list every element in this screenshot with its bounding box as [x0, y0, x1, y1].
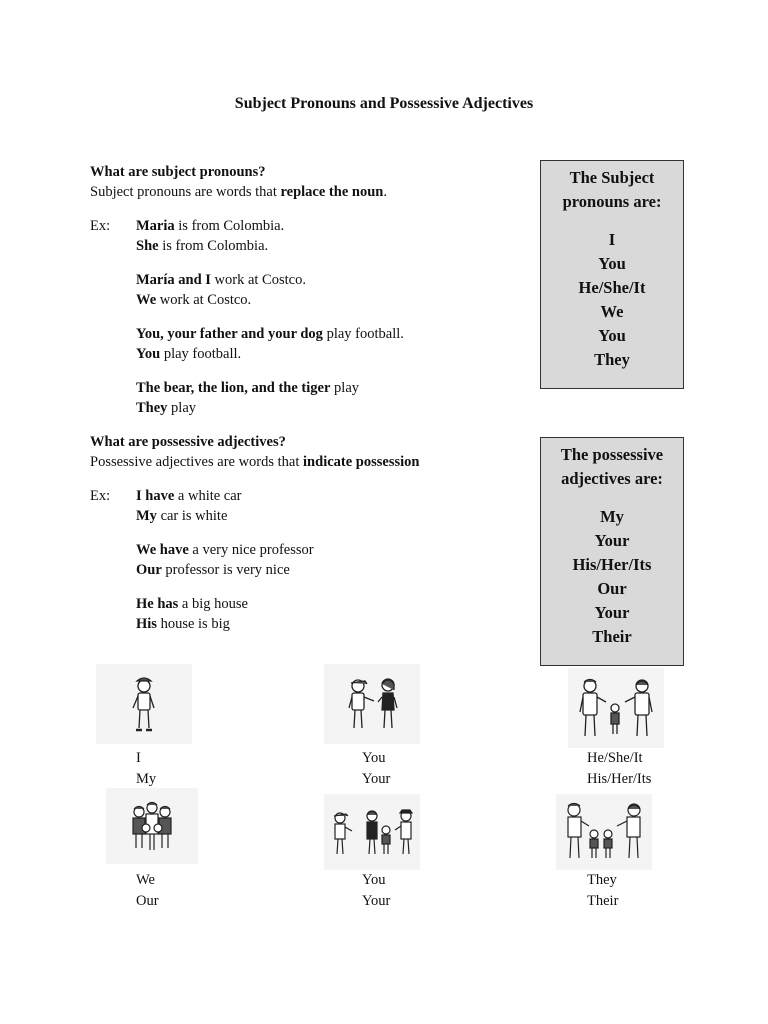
- example-text: car is white: [156, 508, 228, 524]
- subject-example-4: [136, 378, 359, 418]
- example-text: a very nice professor: [188, 542, 314, 558]
- possessive-definition-bold: indicate possession: [303, 454, 420, 470]
- subject-definition-bold: replace the noun: [280, 184, 384, 200]
- possessive-box-item: My: [600, 507, 624, 526]
- picture-possessive: His/Her/Its: [587, 771, 652, 787]
- example-bold: He has: [136, 596, 179, 612]
- possessive-box-item: Your: [594, 603, 630, 622]
- illustration-three-people: [568, 668, 664, 748]
- example-text: work at Costco.: [210, 272, 306, 288]
- page-title: Subject Pronouns and Possessive Adjectives: [234, 95, 534, 112]
- example-bold: My: [136, 508, 157, 524]
- possessive-question: [90, 432, 419, 472]
- example-text: is from Colombia.: [158, 238, 269, 254]
- picture-possessive: Their: [587, 893, 619, 909]
- picture-possessive: Your: [362, 893, 391, 909]
- illustration-one-boy: [96, 664, 192, 744]
- picture-label-1: [136, 748, 156, 790]
- picture-label-4: [136, 870, 159, 912]
- example-text: house is big: [156, 616, 230, 632]
- subject-box-heading-line: The Subject: [569, 168, 655, 187]
- example-bold: We: [136, 292, 157, 308]
- possessive-example-1: [136, 486, 242, 526]
- picture-label-3: [587, 748, 651, 790]
- picture-pronoun: We: [136, 872, 155, 888]
- picture-pronoun: He/She/It: [587, 750, 643, 766]
- example-text: play football.: [322, 326, 404, 342]
- picture-possessive: Your: [362, 771, 391, 787]
- possessive-ex-label: Ex:: [90, 488, 111, 504]
- example-bold: His: [136, 616, 157, 632]
- subject-box-item: We: [600, 302, 624, 321]
- example-bold: Our: [136, 562, 162, 578]
- example-text: work at Costco.: [156, 292, 252, 308]
- example-bold: They: [136, 400, 168, 416]
- subject-question: [90, 162, 387, 202]
- illustration-group-they: [556, 794, 652, 870]
- example-bold: We have: [136, 542, 189, 558]
- example-text: a big house: [178, 596, 248, 612]
- subject-ex-label: Ex:: [90, 218, 111, 234]
- subject-example-3: [136, 324, 404, 364]
- subject-box-heading: [541, 166, 683, 214]
- illustration-group-you: [324, 794, 420, 870]
- subject-box-heading-line: pronouns are:: [562, 192, 662, 211]
- possessive-definition-pre: Possessive adjectives are words that: [90, 454, 304, 470]
- picture-pronoun: They: [587, 872, 617, 888]
- example-bold: María and I: [136, 272, 211, 288]
- subject-definition-post: .: [383, 184, 387, 200]
- picture-label-2: [362, 748, 390, 790]
- example-text: a white car: [174, 488, 242, 504]
- illustration-two-people: [324, 664, 420, 744]
- possessive-box-item: Their: [592, 627, 632, 646]
- picture-possessive: My: [136, 771, 157, 787]
- subject-box-item: They: [594, 350, 630, 369]
- subject-example-2: [136, 270, 306, 310]
- possessive-question-text: What are possessive adjectives?: [90, 434, 286, 450]
- example-bold: Maria: [136, 218, 175, 234]
- subject-pronouns-box: [540, 160, 684, 389]
- example-bold: You: [136, 346, 161, 362]
- picture-possessive: Our: [136, 893, 159, 909]
- example-bold: I have: [136, 488, 175, 504]
- possessive-box-heading: [541, 443, 683, 491]
- possessive-box-item: Your: [594, 531, 630, 550]
- possessive-box-heading-line: The possessive: [560, 445, 664, 464]
- example-bold: You, your father and your dog: [136, 326, 323, 342]
- picture-pronoun: You: [362, 750, 386, 766]
- possessive-box-list: [541, 505, 683, 649]
- example-text: play: [167, 400, 197, 416]
- subject-box-item: You: [598, 326, 626, 345]
- possessive-example-2: [136, 540, 314, 580]
- example-bold: She: [136, 238, 159, 254]
- picture-pronoun: You: [362, 872, 386, 888]
- picture-pronoun: I: [136, 750, 141, 766]
- possessive-box-item: Our: [597, 579, 627, 598]
- picture-label-6: [587, 870, 618, 912]
- subject-definition: [90, 182, 387, 202]
- subject-question-text: What are subject pronouns?: [90, 164, 266, 180]
- subject-box-item: I: [608, 230, 616, 249]
- subject-box-list: [541, 228, 683, 372]
- illustration-group-we: [106, 788, 198, 864]
- possessive-example-3: [136, 594, 248, 634]
- example-text: play: [330, 380, 360, 396]
- subject-box-item: He/She/It: [578, 278, 646, 297]
- example-bold: The bear, the lion, and the tiger: [136, 380, 331, 396]
- example-text: is from Colombia.: [174, 218, 285, 234]
- example-text: play football.: [160, 346, 242, 362]
- subject-definition-pre: Subject pronouns are words that: [90, 184, 281, 200]
- example-text: professor is very nice: [161, 562, 290, 578]
- possessive-box-item: His/Her/Its: [572, 555, 652, 574]
- possessive-box-heading-line: adjectives are:: [561, 469, 663, 488]
- subject-example-1: [136, 216, 284, 256]
- possessive-definition: [90, 452, 419, 472]
- subject-box-item: You: [598, 254, 626, 273]
- possessive-adjectives-box: [540, 437, 684, 666]
- picture-label-5: [362, 870, 390, 912]
